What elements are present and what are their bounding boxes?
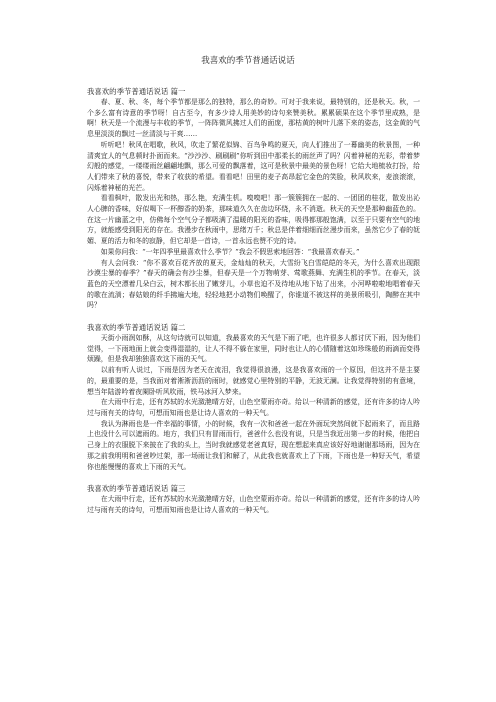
section-heading: 我喜欢的季节普通话说话 篇三 bbox=[87, 484, 186, 494]
paragraph: 在大雨中行走，还有苏轼的水光潋滟晴方好，山色空蒙雨亦奇。给以一种清新的感觉，还有许多的诗人吟过与雨有关的诗句，可想而知雨也是让诗人喜欢的一种天气。 bbox=[87, 495, 420, 514]
paragraph: 如果你问我：“一年四季里最喜欢什么季节？”我会不假思索地回答：“我最喜欢春天。” bbox=[100, 247, 360, 256]
paragraph: 以前有听人说过，下雨是因为老天在流泪，我觉得很浪漫，这是我喜欢雨的一个原因，但这并不是主要的，最重要的是，当我面对着淅淅沥沥的雨时，就感觉心里特别的平静，无波无澜。让我觉得特别的有意境，想当年陆游吟着夜阑卧听风吹雨，铁马冰河入梦来。 bbox=[87, 366, 420, 396]
paragraph: 天街小雨润如酥，从这句诗就可以知道，我最喜欢的天气是下雨了吧，也许很多人都讨厌下雨，因为他们觉得，一下雨地面上就会变得湿湿的，让人不得不躲在家里，同时也让人的心情随着这如珍珠般的雨滴而变得烦躁，但是我却独独喜欢这下雨的天气。 bbox=[87, 334, 420, 364]
section-heading: 我喜欢的季节普通话说话 篇二 bbox=[87, 323, 186, 333]
paragraph: 在大雨中行走，还有苏轼的水光潋滟晴方好，山色空蒙雨亦奇。给以一种清新的感觉，还有许多的诗人吟过与雨有关的诗句，可想而知雨也是让诗人喜欢的一种天气。 bbox=[87, 398, 420, 417]
document-body bbox=[87, 86, 420, 516]
paragraph: 听听吧！秋风在唱歌，秋风，吹走了繁花似锦、百鸟争鸣的夏天，向人们推出了一幕幽美的秋景图，一种清爽宜人的气息顿时扑面而来。“沙沙沙、刷刷刷”你听到田中那柔长的雨丝声了吗？闪着神秘的光彩，带着梦幻般的感觉，一缕缕雨丝翩翩地飘，那么可爱的飘落着，这可是秋景中最美的景色呀！它给大地梳妆打扮，给人们带来了秋的喜悦，带来了收获的希望。看看吧！田里的麦子高昂起它金色的笑脸，秋风吹来，麦浪滚滚，闪烁着神秘的光芒。 bbox=[87, 140, 420, 192]
section-heading: 我喜欢的季节普通话说话 篇一 bbox=[87, 87, 186, 96]
paragraph: 我认为淋雨也是一件幸福的事情，小的时候，我有一次和爸爸一起在外面玩突然间就下起雨来了，而且路上也没什么可以遮雨的。地方，我们只有冒雨而行，爸爸什么也没有说，只是当我近出第一步的时候，他把自己身上的衣服脱下来披在了我的头上，当时我就感觉老爸真好，现在想起来真应该好好地谢谢那场雨，因为在那之前我明明和爸爸吵过架，那一场雨让我们和解了，从此我也就喜欢上了下雨，下雨也是一种好天气，希望你也能慢慢的喜欢上下雨的天气。 bbox=[87, 419, 420, 471]
paragraph: 看看枫叶，散发出光和热，那么艳，充满生机。嗅嗅吧！那一簇簇拥在一起的、一团团的桂花，散发出沁人心脾的香味，好似喝下一杯醇香的奶茶，那味道久久在齿边环绕，永不消逝。秋天的天空是那种幽蓝色的。在这一片幽蓝之中，仿佛每个空气分子都吸满了温暖的阳光的香味，吸得都那般饱满，以至于只要有空气的地方，就能感受到阳光的存在。我漫步在秋雨中，思绪万千；秋总是伴着细细而丝漫步而来，虽然它少了春的妩媚、夏的活力和冬的寂静，但它却是一首诗，一首永远也赞不完的诗。 bbox=[87, 194, 420, 246]
document-title: 我喜欢的季节普通话说话 bbox=[201, 56, 295, 66]
paragraph: 春、夏、秋、冬，每个季节都是那么的独特，那么的奇妙。可对于我来说，最特别的，还是秋天。秋，一个多么富有诗意的季节呀！自古至今，有多少诗人用美妙的诗句来赞美秋。累累硕果在这个季节里成熟，是啊！秋天是一个流漫与丰收的季节，一阵阵微风拂过人们的面庞，那枯黄的树叶儿落下来的姿态，这金黄的气息里淡淡的飘过一丝清淡与干爽…… bbox=[87, 98, 420, 139]
paragraph: 有人会问我：“你不喜欢百花齐放的夏天，金灿灿的秋天，大雪纷飞白雪皑皑的冬天，为什么喜欢出现跟沙漠尘暴的春季？”春天的确会有沙尘暴，但春天是一个万物萌芽、莺歌燕舞、充满生机的季节。在春天，淡蓝色的天空漂着几朵白云，树木都长出了嫩芽儿，小草也迫不及待地从地下钻了出来，小河哗啦啦地唱着春天的歌在流淌；春姑娘的纤手拂遍大地，轻轻地把小动物们唤醒了，你谁道不被这样的美景所吸引，陶醉在其中吗？ bbox=[87, 258, 420, 310]
